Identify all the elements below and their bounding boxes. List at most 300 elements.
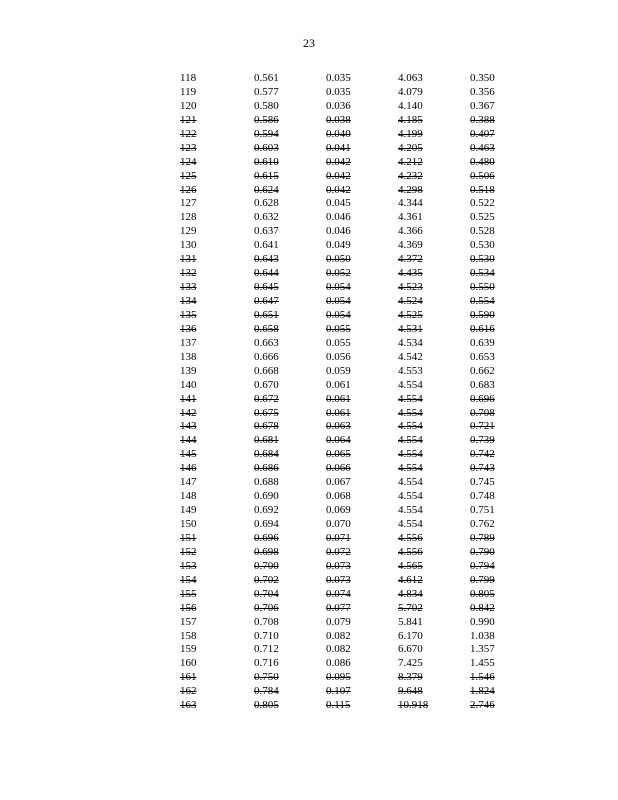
value-col-2-cell [326, 671, 398, 685]
value-col-2-cell [326, 490, 398, 504]
value-col-2-cell [326, 114, 398, 128]
value-col-1-cell [254, 671, 326, 685]
cell-text: 5.702 [398, 601, 423, 614]
cell-text: 0.577 [254, 85, 279, 98]
cell-text: 0.651 [254, 308, 279, 321]
value-col-4-cell [470, 407, 520, 421]
value-col-4-cell [470, 267, 520, 281]
value-col-4-cell [470, 657, 520, 671]
cell-text: 0.662 [470, 364, 495, 377]
value-col-3-cell [398, 337, 470, 351]
value-col-3-cell [398, 184, 470, 198]
row-index-cell [180, 72, 254, 86]
cell-text: 4.232 [398, 169, 423, 182]
table-row [180, 657, 520, 671]
cell-text: 147 [180, 476, 197, 489]
cell-text: 0.594 [254, 127, 279, 140]
cell-text: 160 [180, 657, 197, 670]
cell-text: 0.702 [254, 573, 279, 586]
cell-text: 151 [180, 531, 197, 544]
cell-text: 0.054 [326, 295, 351, 307]
cell-text: 0.068 [326, 490, 351, 503]
cell-text: 0.072 [326, 545, 351, 558]
value-col-4-cell [470, 685, 520, 699]
cell-text: 0.678 [254, 420, 279, 433]
value-col-4-cell [470, 114, 520, 128]
cell-text: 0.070 [326, 518, 351, 530]
value-col-3-cell [398, 253, 470, 267]
value-col-1-cell [254, 156, 326, 170]
cell-text: 0.805 [470, 587, 495, 600]
cell-text: 0.706 [254, 601, 279, 614]
value-col-1-cell [254, 239, 326, 253]
cell-text: 0.663 [254, 336, 279, 349]
row-index-cell [180, 379, 254, 393]
cell-text: 0.518 [470, 183, 495, 196]
table-row [180, 490, 520, 504]
value-col-3-cell [398, 211, 470, 225]
value-col-3-cell [398, 448, 470, 462]
cell-text: 0.356 [470, 85, 495, 98]
cell-text: 4.534 [398, 336, 423, 349]
cell-text: 0.054 [326, 308, 351, 321]
cell-text: 0.061 [326, 378, 351, 391]
cell-text: 4.554 [398, 476, 423, 489]
value-col-4-cell [470, 253, 520, 267]
cell-text: 134 [180, 295, 197, 307]
cell-text: 4.361 [398, 211, 423, 224]
value-col-1-cell [254, 685, 326, 699]
row-index-cell [180, 393, 254, 407]
cell-text: 0.073 [326, 559, 351, 572]
cell-text: 4.553 [398, 364, 423, 377]
value-col-4-cell [470, 434, 520, 448]
cell-text: 1.824 [470, 685, 495, 698]
row-index-cell [180, 685, 254, 699]
cell-text: 0.684 [254, 448, 279, 461]
value-col-2-cell [326, 616, 398, 630]
cell-text: 4.344 [398, 197, 423, 210]
value-col-3-cell [398, 267, 470, 281]
value-col-3-cell [398, 239, 470, 253]
cell-text: 4.079 [398, 85, 423, 98]
cell-text: 9.648 [398, 685, 423, 698]
cell-text: 4.554 [398, 406, 423, 419]
cell-text: 0.107 [326, 685, 351, 698]
cell-text: 126 [180, 183, 197, 196]
cell-text: 4.435 [398, 267, 423, 280]
cell-text: 0.407 [470, 127, 495, 140]
row-index-cell [180, 239, 254, 253]
table-row-struck [180, 156, 520, 170]
cell-text: 158 [180, 629, 197, 642]
cell-text: 1.038 [470, 629, 495, 642]
cell-text: 0.050 [326, 253, 351, 266]
cell-text: 136 [180, 322, 197, 335]
row-index-cell [180, 295, 254, 309]
value-col-4-cell [470, 86, 520, 100]
cell-text: 155 [180, 587, 197, 600]
table-row-struck [180, 170, 520, 184]
cell-text: 0.639 [470, 336, 495, 349]
value-col-1-cell [254, 72, 326, 86]
value-col-2-cell [326, 225, 398, 239]
cell-text: 4.531 [398, 322, 423, 335]
cell-text: 0.035 [326, 72, 351, 84]
value-col-3-cell [398, 197, 470, 211]
row-index-cell [180, 671, 254, 685]
cell-text: 1.357 [470, 643, 495, 656]
value-col-1-cell [254, 462, 326, 476]
value-col-2-cell [326, 267, 398, 281]
cell-text: 0.721 [470, 420, 495, 433]
cell-text: 130 [180, 239, 197, 252]
cell-text: 139 [180, 364, 197, 377]
value-col-3-cell [398, 532, 470, 546]
value-col-3-cell [398, 281, 470, 295]
value-col-4-cell [470, 156, 520, 170]
table-row-struck [180, 588, 520, 602]
cell-text: 0.388 [470, 113, 495, 126]
cell-text: 141 [180, 392, 197, 405]
cell-text: 0.056 [326, 350, 351, 363]
cell-text: 4.372 [398, 253, 423, 266]
cell-text: 156 [180, 601, 197, 614]
value-col-2-cell [326, 379, 398, 393]
value-col-1-cell [254, 434, 326, 448]
cell-text: 1.546 [470, 671, 495, 684]
page-number: 23 [303, 36, 315, 50]
cell-text: 0.506 [470, 169, 495, 182]
table-row [180, 643, 520, 657]
row-index-cell [180, 588, 254, 602]
table-row [180, 100, 520, 114]
cell-text: 0.672 [254, 392, 279, 405]
value-col-1-cell [254, 114, 326, 128]
value-col-2-cell [326, 365, 398, 379]
data-table [180, 72, 520, 713]
cell-text: 129 [180, 225, 197, 238]
value-col-3-cell [398, 699, 470, 713]
value-col-3-cell [398, 114, 470, 128]
value-col-2-cell [326, 72, 398, 86]
cell-text: 0.632 [254, 211, 279, 224]
row-index-cell [180, 365, 254, 379]
value-col-4-cell [470, 504, 520, 518]
cell-text: 122 [180, 127, 197, 140]
value-col-2-cell [326, 518, 398, 532]
cell-text: 0.530 [470, 253, 495, 266]
value-col-1-cell [254, 420, 326, 434]
cell-text: 0.041 [326, 141, 351, 154]
cell-text: 0.586 [254, 113, 279, 126]
cell-text: 0.643 [254, 253, 279, 266]
cell-text: 4.554 [398, 462, 423, 475]
cell-text: 0.045 [326, 197, 351, 210]
table-row-struck [180, 448, 520, 462]
value-col-4-cell [470, 420, 520, 434]
value-col-3-cell [398, 588, 470, 602]
value-col-3-cell [398, 630, 470, 644]
value-col-3-cell [398, 602, 470, 616]
cell-text: 132 [180, 267, 197, 280]
value-col-4-cell [470, 616, 520, 630]
value-col-3-cell [398, 170, 470, 184]
value-col-1-cell [254, 574, 326, 588]
row-index-cell [180, 323, 254, 337]
cell-text: 0.641 [254, 239, 279, 252]
value-col-1-cell [254, 253, 326, 267]
value-col-3-cell [398, 72, 470, 86]
value-col-3-cell [398, 407, 470, 421]
value-col-2-cell [326, 142, 398, 156]
value-col-1-cell [254, 560, 326, 574]
row-index-cell [180, 448, 254, 462]
cell-text: 0.681 [254, 434, 279, 447]
value-col-1-cell [254, 309, 326, 323]
table-row-struck [180, 699, 520, 713]
row-index-cell [180, 170, 254, 184]
value-col-4-cell [470, 476, 520, 490]
value-col-4-cell [470, 309, 520, 323]
value-col-3-cell [398, 476, 470, 490]
cell-text: 0.790 [470, 545, 495, 558]
value-col-3-cell [398, 323, 470, 337]
cell-text: 0.712 [254, 643, 279, 656]
value-col-4-cell [470, 365, 520, 379]
cell-text: 163 [180, 699, 197, 712]
cell-text: 0.046 [326, 211, 351, 224]
value-col-4-cell [470, 351, 520, 365]
cell-text: 0.040 [326, 127, 351, 140]
cell-text: 0.762 [470, 518, 495, 530]
cell-text: 4.366 [398, 225, 423, 238]
cell-text: 0.696 [470, 392, 495, 405]
row-index-cell [180, 630, 254, 644]
value-col-4-cell [470, 560, 520, 574]
cell-text: 154 [180, 573, 197, 586]
value-col-4-cell [470, 239, 520, 253]
cell-text: 4.834 [398, 587, 423, 600]
value-col-1-cell [254, 225, 326, 239]
cell-text: 0.716 [254, 657, 279, 670]
cell-text: 0.645 [254, 281, 279, 294]
table-row [180, 379, 520, 393]
value-col-2-cell [326, 156, 398, 170]
cell-text: 0.580 [254, 99, 279, 112]
value-col-1-cell [254, 602, 326, 616]
cell-text: 0.700 [254, 559, 279, 572]
value-col-2-cell [326, 86, 398, 100]
value-col-2-cell [326, 239, 398, 253]
cell-text: 0.789 [470, 531, 495, 544]
table-row-struck [180, 685, 520, 699]
cell-text: 0.055 [326, 322, 351, 335]
value-col-4-cell [470, 630, 520, 644]
cell-text: 4.542 [398, 350, 423, 363]
cell-text: 4.612 [398, 573, 423, 586]
cell-text: 0.069 [326, 504, 351, 517]
value-col-4-cell [470, 100, 520, 114]
cell-text: 0.530 [470, 239, 495, 252]
cell-text: 0.082 [326, 643, 351, 656]
cell-text: 0.745 [470, 476, 495, 489]
cell-text: 149 [180, 504, 197, 517]
value-col-2-cell [326, 685, 398, 699]
row-index-cell [180, 114, 254, 128]
table-row-struck [180, 295, 520, 309]
cell-text: 0.675 [254, 406, 279, 419]
cell-text: 4.556 [398, 545, 423, 558]
cell-text: 0.658 [254, 322, 279, 335]
cell-text: 4.212 [398, 155, 423, 168]
row-index-cell [180, 546, 254, 560]
value-col-1-cell [254, 546, 326, 560]
cell-text: 4.554 [398, 518, 423, 530]
cell-text: 0.615 [254, 169, 279, 182]
value-col-2-cell [326, 602, 398, 616]
value-col-1-cell [254, 699, 326, 713]
cell-text: 4.554 [398, 378, 423, 391]
cell-text: 0.534 [470, 267, 495, 280]
cell-text: 0.073 [326, 573, 351, 586]
value-col-1-cell [254, 351, 326, 365]
value-col-1-cell [254, 490, 326, 504]
value-col-1-cell [254, 476, 326, 490]
cell-text: 0.115 [326, 699, 351, 712]
cell-text: 0.550 [470, 281, 495, 294]
cell-text: 0.525 [470, 211, 495, 224]
value-col-2-cell [326, 323, 398, 337]
table-row-struck [180, 128, 520, 142]
cell-text: 138 [180, 350, 197, 363]
cell-text: 128 [180, 211, 197, 224]
cell-text: 0.688 [254, 476, 279, 489]
value-col-1-cell [254, 588, 326, 602]
row-index-cell [180, 532, 254, 546]
cell-text: 0.061 [326, 406, 351, 419]
cell-text: 0.637 [254, 225, 279, 238]
value-col-3-cell [398, 379, 470, 393]
value-col-4-cell [470, 197, 520, 211]
value-col-3-cell [398, 225, 470, 239]
value-col-1-cell [254, 448, 326, 462]
value-col-4-cell [470, 281, 520, 295]
cell-text: 0.590 [470, 308, 495, 321]
row-index-cell [180, 211, 254, 225]
value-col-4-cell [470, 490, 520, 504]
value-col-4-cell [470, 393, 520, 407]
value-col-2-cell [326, 407, 398, 421]
cell-text: 0.052 [326, 267, 351, 280]
value-col-3-cell [398, 671, 470, 685]
value-col-3-cell [398, 518, 470, 532]
value-col-2-cell [326, 170, 398, 184]
value-col-1-cell [254, 407, 326, 421]
row-index-cell [180, 420, 254, 434]
cell-text: 4.554 [398, 448, 423, 461]
value-col-1-cell [254, 211, 326, 225]
table-row [180, 239, 520, 253]
value-col-4-cell [470, 184, 520, 198]
cell-text: 0.042 [326, 169, 351, 182]
cell-text: 0.750 [254, 671, 279, 684]
cell-text: 0.077 [326, 601, 351, 614]
value-col-2-cell [326, 211, 398, 225]
value-col-4-cell [470, 225, 520, 239]
table-row [180, 337, 520, 351]
cell-text: 148 [180, 490, 197, 503]
row-index-cell [180, 407, 254, 421]
value-col-4-cell [470, 142, 520, 156]
value-col-2-cell [326, 309, 398, 323]
cell-text: 0.036 [326, 99, 351, 112]
row-index-cell [180, 309, 254, 323]
row-index-cell [180, 574, 254, 588]
row-index-cell [180, 225, 254, 239]
cell-text: 4.554 [398, 490, 423, 503]
value-col-3-cell [398, 156, 470, 170]
value-col-3-cell [398, 142, 470, 156]
cell-text: 5.841 [398, 615, 423, 628]
value-col-4-cell [470, 72, 520, 86]
table-row-struck [180, 309, 520, 323]
cell-text: 0.049 [326, 239, 351, 252]
table-row [180, 351, 520, 365]
cell-text: 143 [180, 420, 197, 433]
value-col-4-cell [470, 546, 520, 560]
value-col-3-cell [398, 546, 470, 560]
cell-text: 137 [180, 336, 197, 349]
value-col-4-cell [470, 588, 520, 602]
cell-text: 4.185 [398, 113, 423, 126]
cell-text: 0.784 [254, 685, 279, 698]
value-col-2-cell [326, 574, 398, 588]
row-index-cell [180, 197, 254, 211]
row-index-cell [180, 142, 254, 156]
value-col-4-cell [470, 532, 520, 546]
value-col-4-cell [470, 671, 520, 685]
table-row-struck [180, 184, 520, 198]
cell-text: 0.690 [254, 490, 279, 503]
row-index-cell [180, 602, 254, 616]
cell-text: 0.751 [470, 504, 495, 517]
value-col-2-cell [326, 546, 398, 560]
value-col-3-cell [398, 128, 470, 142]
value-col-3-cell [398, 462, 470, 476]
table-row [180, 86, 520, 100]
cell-text: 120 [180, 99, 197, 112]
row-index-cell [180, 128, 254, 142]
cell-text: 0.710 [254, 629, 279, 642]
cell-text: 0.064 [326, 434, 351, 447]
cell-text: 0.653 [470, 350, 495, 363]
table-row-struck [180, 420, 520, 434]
cell-text: 0.038 [326, 113, 351, 126]
value-col-1-cell [254, 197, 326, 211]
value-col-1-cell [254, 86, 326, 100]
value-col-3-cell [398, 616, 470, 630]
value-col-3-cell [398, 504, 470, 518]
cell-text: 10.918 [398, 699, 429, 712]
value-col-1-cell [254, 657, 326, 671]
value-col-2-cell [326, 532, 398, 546]
value-col-2-cell [326, 504, 398, 518]
cell-text: 0.743 [470, 462, 495, 475]
cell-text: 0.842 [470, 601, 495, 614]
cell-text: 0.692 [254, 504, 279, 517]
cell-text: 0.079 [326, 615, 351, 628]
